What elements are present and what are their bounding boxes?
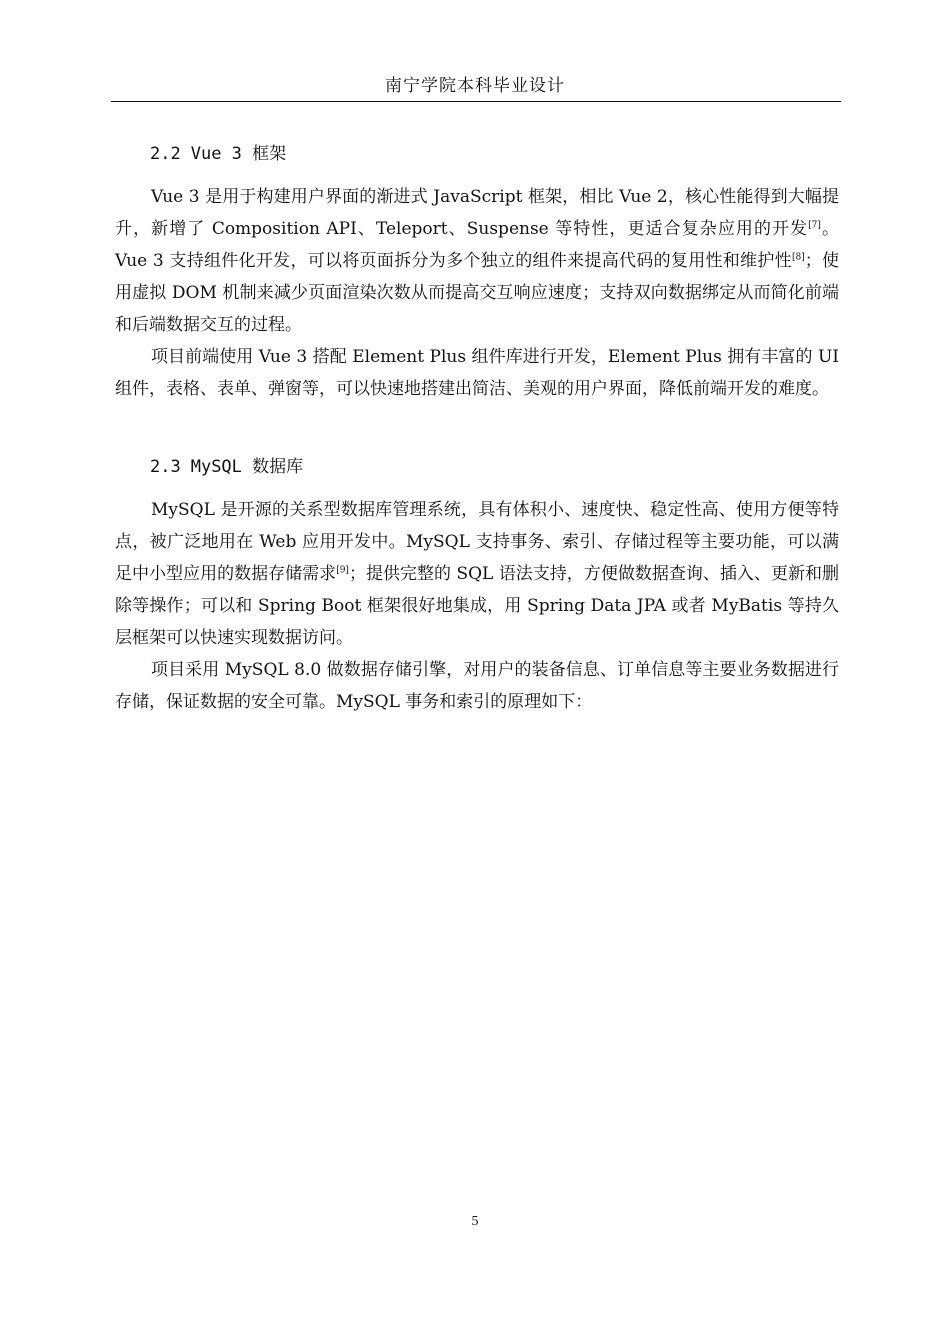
section-title: Vue 3 框架 [190,144,287,164]
paragraph-vue3-project: 项目前端使用 Vue 3 搭配 Element Plus 组件库进行开发，Element Plus 拥有丰富的 UI 组件，表格、表单、弹窗等，可以快速地搭建出简洁、美观的用户界面，降低前端开发的难度。 [115,347,839,399]
section-heading-2-2 [150,142,286,166]
paragraph-text: 。Vue 3 支持组件化开发，可以将页面拆分为多个独立的组件来提高代码的复用性和维护性 [115,219,839,271]
paragraph-mysql-project: 项目采用 MySQL 8.0 做数据存储引擎，对用户的装备信息、订单信息等主要业务数据进行存储，保证数据的安全可靠。MySQL 事务和索引的原理如下： [115,660,839,712]
section-number: 2.3 [150,457,181,477]
paragraph-text: ；提供完整的 SQL 语法支持，方便做数据查询、插入、更新和删除等操作；可以和 Spring Boot 框架很好地集成，用 Spring Data JPA 或者 MyBatis 等持久层框架可以快速实现数据访问。 [115,564,839,648]
section-heading-2-3 [150,455,303,479]
paragraph-vue3-intro [115,181,839,341]
running-header-title: 南宁学院本科毕业设计 [385,76,565,96]
citation-9: [9] [336,565,349,576]
paragraph-mysql-intro [115,494,839,654]
paragraph-text: ；使用虚拟 DOM 机制来减少页面渲染次数从而提高交互响应速度；支持双向数据绑定从而简化前端和后端数据交互的过程。 [115,251,839,335]
paragraph-text: MySQL 是开源的关系型数据库管理系统，具有体积小、速度快、稳定性高、使用方便等特点，被广泛地用在 Web 应用开发中。MySQL 支持事务、索引、存储过程等主要功能，可以满足中小型应用的数据存储需求 [115,500,839,584]
paragraph-text: Vue 3 是用于构建用户界面的渐进式 JavaScript 框架，相比 Vue 2，核心性能得到大幅提升，新增了 Composition API、Teleport、Suspense 等特性，更适合复杂应用的开发 [115,187,839,239]
section-number: 2.2 [150,144,181,164]
citation-8: [8] [791,252,805,263]
page-number: 5 [471,1214,479,1229]
citation-7: [7] [808,220,821,231]
section-title: MySQL 数据库 [190,457,304,477]
header-divider [111,101,841,102]
